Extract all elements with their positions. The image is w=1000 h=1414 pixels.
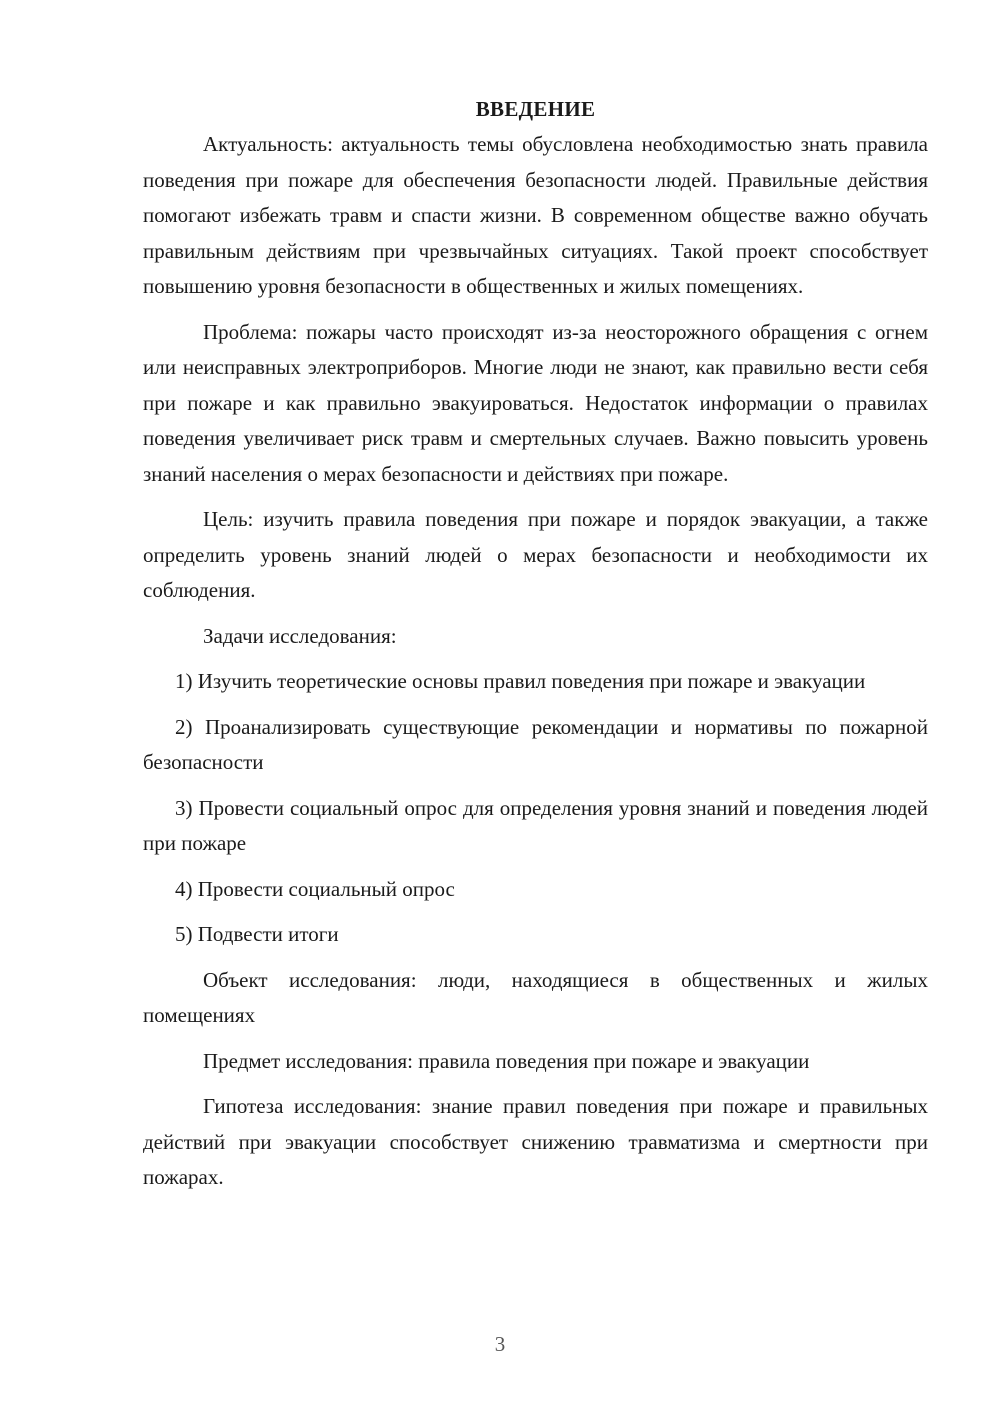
- hypothesis-paragraph: Гипотеза исследования: знание правил поведения при пожаре и правильных действий при эвакуации способствует снижению травматизма и смертности при пожарах.: [143, 1094, 928, 1189]
- page-number: 3: [494, 1332, 506, 1356]
- goal-paragraph: Цель: изучить правила поведения при пожаре и порядок эвакуации, а также определить уровень знаний людей о мерах безопасности и необходимости их соблюдения.: [143, 507, 928, 602]
- research-subject-paragraph: Предмет исследования: правила поведения при пожаре и эвакуации: [203, 1048, 810, 1073]
- section-heading: ВВЕДЕНИЕ: [475, 97, 596, 121]
- relevance-paragraph: Актуальность: актуальность темы обусловлена необходимостью знать правила поведения при пожаре для обеспечения безопасности людей. Правильные действия помогают избежать травм и спасти жизни. В современном обществе важно обучать правильным действиям при чрезвычайных ситуациях. Такой проект способствует повышению уровня безопасности в общественных и жилых помещениях.: [143, 132, 928, 298]
- tasks-heading: Задачи исследования:: [203, 623, 397, 648]
- research-object-paragraph: Объект исследования: люди, находящиеся в общественных и жилых помещениях: [143, 967, 928, 1027]
- page-content: [143, 93, 928, 1206]
- problem-paragraph: Проблема: пожары часто происходят из-за неосторожного обращения с огнем или неисправных электроприборов. Многие люди не знают, как правильно вести себя при пожаре и как правильно эвакуироваться. Недостаток информации о правилах поведения увеличивает риск травм и смертельных случаев. Важно повысить уровень знаний населения о мерах безопасности и действиях при пожаре.: [143, 319, 928, 486]
- task-item-5: 5) Подвести итоги: [175, 922, 339, 946]
- task-item-3: 3) Провести социальный опрос для определения уровня знаний и поведения людей при пожаре: [143, 795, 928, 855]
- task-item-1: 1) Изучить теоретические основы правил поведения при пожаре и эвакуации: [175, 669, 866, 693]
- task-item-4: 4) Провести социальный опрос: [175, 876, 455, 901]
- task-item-2: 2) Проанализировать существующие рекомендации и нормативы по пожарной безопасности: [143, 714, 928, 774]
